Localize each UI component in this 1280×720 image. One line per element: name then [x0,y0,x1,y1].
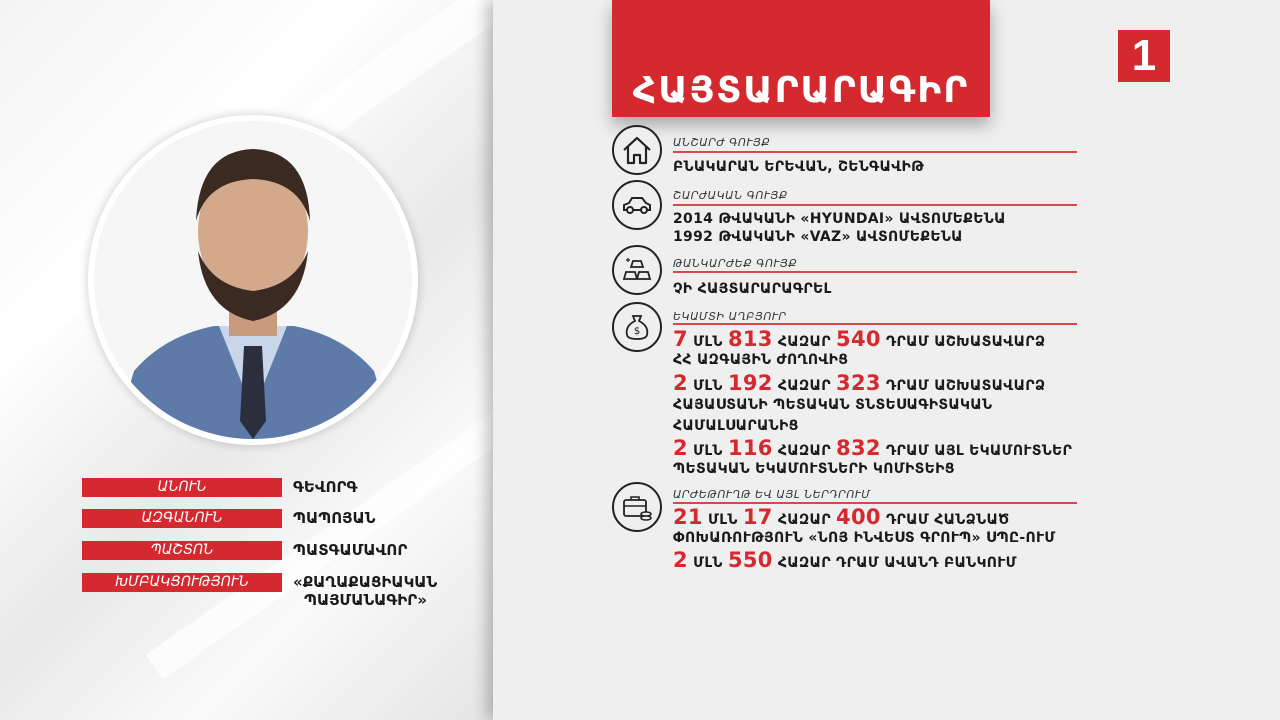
info-row-position [82,541,408,560]
info-row-surname [82,509,376,528]
money-bag-icon [612,302,662,352]
section-text: 2014 ԹՎԱԿԱՆԻ «HYUNDAI» ԱՎՏՈՄԵՔԵՆԱ [673,211,1006,227]
income-source: ՊԵՏԱԿԱՆ ԵԿԱՄՈՒՏՆԵՐԻ ԿՈՄԻՏԵԻՑ [673,461,955,477]
divider [673,151,1077,153]
briefcase-coins-icon [612,482,662,532]
income-source: ՀԱՄԱԼՍԱՐԱՆԻՑ [673,418,799,434]
title-banner [612,0,990,117]
info-label: ԱԶԳԱՆՈՒՆ [82,509,282,528]
income-line: 2 ՄԼՆ 192 ՀԱԶԱՐ 323 ԴՐԱՄ ԱՇԽԱՏԱՎԱՐՁ [673,371,1046,395]
divider [673,204,1077,206]
car-icon [612,180,662,230]
divider [673,502,1077,504]
info-value: «ՔԱՂԱՔԱՑԻԱԿԱՆ [293,573,438,591]
section-label: ԱՆՇԱՐԺ ԳՈՒՅՔ [673,136,771,149]
section-label: ԹԱՆԿԱՐԺԵՔ ԳՈՒՅՔ [673,257,798,270]
info-value: ԳԵՎՈՐԳ [293,478,358,496]
income-source: ՀՀ ԱԶԳԱՅԻՆ ԺՈՂՈՎԻՑ [673,352,849,368]
page-title: ՀԱՅՏԱՐԱՐԱԳԻՐ [632,70,970,111]
svg-text:$: $ [633,326,641,337]
section-text: ՉԻ ՀԱՅՏԱՐԱՐԱԳՐԵԼ [673,281,832,297]
portrait-illustration [94,121,412,439]
divider [673,271,1077,273]
info-row-faction [82,573,438,609]
info-value: ՊԱՊՈՅԱՆ [293,509,376,527]
investment-line: 2 ՄԼՆ 550 ՀԱԶԱՐ ԴՐԱՄ ԱՎԱՆԴ ԲԱՆԿՈՒՄ [673,548,1017,572]
info-label: ԱՆՈՒՆ [82,478,282,497]
income-source: ՀԱՅԱՍՏԱՆԻ ՊԵՏԱԿԱՆ ՏՆՏԵՍԱԳԻՏԱԿԱՆ [673,397,993,413]
info-row-name [82,478,358,497]
investment-detail: ՓՈԽԱՌՈՒԹՅՈՒՆ «ՆՈՅ ԻՆՎԵՍՏ ԳՐՈՒՊ» ՍՊԸ-ՈՒՄ [673,530,1056,546]
income-line: 7 ՄԼՆ 813 ՀԱԶԱՐ 540 ԴՐԱՄ ԱՇԽԱՏԱՎԱՐՁ [673,327,1046,351]
avatar [88,115,418,445]
channel-logo: 1 [1118,30,1170,82]
section-text: 1992 ԹՎԱԿԱՆԻ «VAZ» ԱՎՏՈՄԵՔԵՆԱ [673,229,963,245]
section-label: ԱՐԺԵԹՈՒՂԹ ԵՎ ԱՅԼ ՆԵՐԴՐՈՒՄ [673,488,871,501]
house-icon [612,125,662,175]
info-value-cont: ՊԱՅՄԱՆԱԳԻՐ» [304,591,427,609]
income-line: 2 ՄԼՆ 116 ՀԱԶԱՐ 832 ԴՐԱՄ ԱՅԼ ԵԿԱՄՈՒՏՆԵՐ [673,436,1073,460]
info-label: ԽՄԲԱԿՑՈՒԹՅՈՒՆ [82,573,282,592]
divider [673,323,1077,325]
section-text: ԲՆԱԿԱՐԱՆ ԵՐԵՎԱՆ, ՇԵՆԳԱՎԻԹ [673,159,925,175]
info-value: ՊԱՏԳԱՄԱՎՈՐ [293,541,408,559]
gold-bars-icon [612,245,662,295]
investment-line: 21 ՄԼՆ 17 ՀԱԶԱՐ 400 ԴՐԱՄ ՀԱՆՁՆԱԾ [673,505,1010,529]
info-label: ՊԱՇՏՈՆ [82,541,282,560]
section-label: ԵԿԱՄՏԻ ԱՂԲՅՈՒՐ [673,310,787,323]
section-label: ՇԱՐԺԱԿԱՆ ԳՈՒՅՔ [673,189,788,202]
